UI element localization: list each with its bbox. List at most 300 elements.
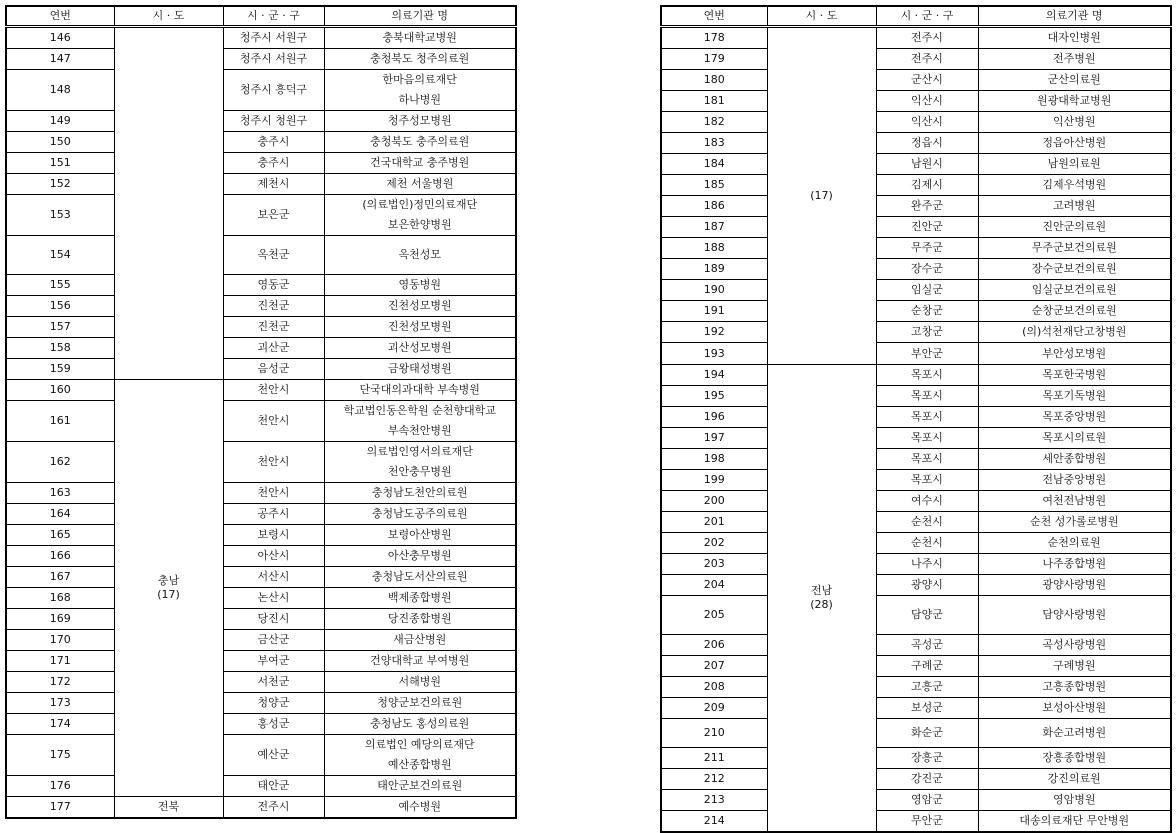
institution-cell (324, 588, 516, 609)
row-number: 185 (661, 175, 767, 196)
district-cell: 목포시 (876, 365, 978, 386)
header-number: 연번 (6, 6, 114, 27)
district-cell: 순창군 (876, 301, 978, 322)
row-number: 182 (661, 112, 767, 133)
district-cell: 청양군 (223, 693, 324, 714)
table-row (6, 651, 516, 672)
institution-name: 순천 성가롤로병원 (1029, 515, 1119, 528)
district-cell: 전주시 (876, 49, 978, 70)
institution-cell (978, 133, 1171, 154)
institution-name: 광양사랑병원 (1042, 578, 1107, 591)
institution-name: 충청남도천안의료원 (371, 486, 468, 499)
institution-cell (978, 748, 1171, 769)
institution-name: 천안충무병원 (387, 465, 452, 478)
institution-name: 세안종합병원 (1042, 452, 1107, 465)
institution-name: 목포기독병원 (1042, 389, 1107, 402)
table-row (661, 386, 1171, 407)
table-row (6, 49, 516, 70)
row-number: 181 (661, 91, 767, 112)
table-row (6, 401, 516, 442)
institution-cell (978, 449, 1171, 470)
district-cell: 예산군 (223, 735, 324, 776)
district-cell: 부여군 (223, 651, 324, 672)
district-cell: 장수군 (876, 259, 978, 280)
table-row (661, 133, 1171, 154)
district-cell: 구례군 (876, 656, 978, 677)
table-row (6, 275, 516, 296)
row-number: 195 (661, 386, 767, 407)
institution-name: 고흥종합병원 (1042, 680, 1107, 693)
institution-name: 건국대학교 충주병원 (370, 156, 470, 169)
row-number: 199 (661, 470, 767, 491)
table-row (6, 630, 516, 651)
table-row (6, 380, 516, 401)
institution-cell (978, 27, 1171, 49)
institution-name: 담양사랑병원 (1042, 608, 1107, 621)
row-number: 150 (6, 132, 114, 153)
table-row (661, 656, 1171, 677)
table-row (661, 217, 1171, 238)
institution-cell (978, 533, 1171, 554)
district-cell: 여수시 (876, 491, 978, 512)
institution-name: 목포한국병원 (1042, 368, 1107, 381)
institution-cell (978, 259, 1171, 280)
district-cell: 완주군 (876, 196, 978, 217)
table-row (661, 27, 1171, 49)
row-number: 152 (6, 174, 114, 195)
district-cell: 영동군 (223, 275, 324, 296)
row-number: 209 (661, 698, 767, 719)
institution-name: 의료법인 예당의료재단 (364, 738, 475, 751)
province-label: (17) (157, 588, 180, 601)
province-label: 전남 (810, 584, 833, 597)
row-number: 147 (6, 49, 114, 70)
institution-cell (324, 630, 516, 651)
institution-cell (978, 386, 1171, 407)
district-cell: 김제시 (876, 175, 978, 196)
district-cell: 보성군 (876, 698, 978, 719)
district-cell: 보은군 (223, 195, 324, 236)
district-cell: 옥천군 (223, 236, 324, 275)
row-number: 196 (661, 407, 767, 428)
institution-name: 전주병원 (1052, 52, 1096, 65)
table-row (6, 735, 516, 776)
institution-name: 충청북도 충주의료원 (370, 135, 470, 148)
institution-cell (978, 811, 1171, 833)
row-number: 180 (661, 70, 767, 91)
table-row (6, 111, 516, 132)
institution-name: 부안성모병원 (1042, 346, 1107, 360)
institution-name: 아산충무병원 (387, 549, 452, 562)
district-cell: 천안시 (223, 380, 324, 401)
district-cell: 천안시 (223, 401, 324, 442)
row-number: 212 (661, 769, 767, 790)
province-label: (17) (810, 189, 833, 202)
row-number: 188 (661, 238, 767, 259)
district-cell: 천안시 (223, 442, 324, 483)
district-cell: 목포시 (876, 428, 978, 449)
institution-cell (978, 112, 1171, 133)
province-label: (28) (810, 598, 833, 611)
district-cell: 전주시 (876, 27, 978, 49)
district-cell: 목포시 (876, 407, 978, 428)
institution-cell (324, 797, 516, 819)
table-header-row (6, 6, 516, 27)
institution-name: 순창군보건의료원 (1031, 304, 1117, 317)
table-row (661, 238, 1171, 259)
table-row (6, 797, 516, 819)
institution-cell (978, 635, 1171, 656)
institution-cell (324, 609, 516, 630)
institution-name: 영동병원 (398, 278, 441, 291)
table-row (661, 596, 1171, 635)
hospital-table-left (5, 5, 517, 819)
table-header-row (661, 6, 1171, 27)
district-cell: 곡성군 (876, 635, 978, 656)
institution-cell (324, 153, 516, 174)
institution-cell (324, 49, 516, 70)
district-cell: 충주시 (223, 132, 324, 153)
district-cell: 장흥군 (876, 748, 978, 769)
district-cell: 청주시 흥덕구 (223, 70, 324, 111)
district-cell: 담양군 (876, 596, 978, 635)
table-row (661, 70, 1171, 91)
institution-name: 고려병원 (1052, 199, 1096, 212)
institution-cell (324, 693, 516, 714)
row-number: 193 (661, 343, 767, 365)
table-row (6, 525, 516, 546)
row-number: 166 (6, 546, 114, 567)
institution-cell (324, 380, 516, 401)
institution-cell (978, 154, 1171, 175)
table-row (661, 259, 1171, 280)
header-number: 연번 (661, 6, 767, 27)
table-row (661, 554, 1171, 575)
row-number: 148 (6, 70, 114, 111)
district-cell: 남원시 (876, 154, 978, 175)
institution-name: 백제종합병원 (387, 591, 452, 604)
row-number: 211 (661, 748, 767, 769)
row-number: 205 (661, 596, 767, 635)
district-cell: 서천군 (223, 672, 324, 693)
row-number: 173 (6, 693, 114, 714)
institution-cell (324, 317, 516, 338)
table-row (661, 112, 1171, 133)
institution-cell (978, 470, 1171, 491)
row-number: 174 (6, 714, 114, 735)
table-row (661, 343, 1171, 365)
institution-cell (324, 296, 516, 317)
institution-name: 무주군보건의료원 (1031, 241, 1117, 254)
district-cell: 음성군 (223, 359, 324, 380)
row-number: 170 (6, 630, 114, 651)
district-cell: 강진군 (876, 769, 978, 790)
province-cell (767, 365, 876, 833)
table-row (661, 811, 1171, 833)
district-cell: 당진시 (223, 609, 324, 630)
district-cell: 익산시 (876, 112, 978, 133)
institution-name: 장수군보건의료원 (1031, 262, 1117, 275)
institution-name: 충청남도공주의료원 (371, 507, 468, 520)
institution-cell (978, 677, 1171, 698)
institution-cell (324, 195, 516, 236)
row-number: 178 (661, 27, 767, 49)
row-number: 154 (6, 236, 114, 275)
institution-cell (324, 483, 516, 504)
table-row (6, 442, 516, 483)
province-cell (114, 27, 223, 380)
table-row (6, 483, 516, 504)
row-number: 200 (661, 491, 767, 512)
row-number: 190 (661, 280, 767, 301)
district-cell: 공주시 (223, 504, 324, 525)
institution-cell (324, 132, 516, 153)
district-cell: 군산시 (876, 70, 978, 91)
table-row (6, 174, 516, 195)
table-row (6, 609, 516, 630)
table-row (661, 512, 1171, 533)
row-number: 189 (661, 259, 767, 280)
institution-name: 진안군의료원 (1042, 220, 1107, 233)
table-row (6, 27, 516, 49)
district-cell: 홍성군 (223, 714, 324, 735)
province-label: 전북 (157, 800, 180, 813)
district-cell: 진안군 (876, 217, 978, 238)
institution-name: 건양대학교 부여병원 (370, 654, 470, 667)
province-label: 충남 (157, 574, 180, 587)
institution-cell (324, 504, 516, 525)
row-number: 201 (661, 512, 767, 533)
institution-name: (의료법인)정민의료재단 (362, 198, 478, 211)
row-number: 194 (661, 365, 767, 386)
institution-name: 청양군보건의료원 (377, 696, 463, 709)
institution-cell (978, 491, 1171, 512)
institution-cell (978, 790, 1171, 811)
institution-name: 괴산성모병원 (387, 341, 452, 354)
institution-cell (978, 719, 1171, 748)
table-row (661, 790, 1171, 811)
institution-name: 원광대학교병원 (1037, 94, 1112, 107)
province-cell (114, 797, 223, 819)
table-row (661, 748, 1171, 769)
institution-cell (978, 575, 1171, 596)
district-cell: 영암군 (876, 790, 978, 811)
table-row (661, 533, 1171, 554)
row-number: 155 (6, 275, 114, 296)
institution-name: 충청북도 청주의료원 (370, 52, 470, 65)
row-number: 191 (661, 301, 767, 322)
row-number: 169 (6, 609, 114, 630)
institution-name: 화순고려병원 (1042, 726, 1107, 739)
institution-cell (324, 70, 516, 111)
district-cell: 진천군 (223, 296, 324, 317)
district-cell: 광양시 (876, 575, 978, 596)
table-row (661, 301, 1171, 322)
district-cell: 목포시 (876, 449, 978, 470)
institution-name: 청주성모병원 (387, 114, 452, 127)
institution-cell (978, 428, 1171, 449)
institution-cell (324, 525, 516, 546)
institution-cell (324, 338, 516, 359)
institution-name: 당진종합병원 (387, 612, 452, 625)
institution-name: 군산의료원 (1047, 73, 1101, 86)
row-number: 159 (6, 359, 114, 380)
institution-cell (978, 407, 1171, 428)
institution-cell (978, 70, 1171, 91)
institution-cell (324, 776, 516, 797)
row-number: 204 (661, 575, 767, 596)
institution-cell (978, 175, 1171, 196)
institution-cell (978, 596, 1171, 635)
table-row (661, 449, 1171, 470)
institution-name: 순천의료원 (1047, 536, 1101, 549)
row-number: 208 (661, 677, 767, 698)
table-row (661, 491, 1171, 512)
institution-name: 금왕태성병원 (387, 362, 452, 375)
row-number: 186 (661, 196, 767, 217)
district-cell: 서산시 (223, 567, 324, 588)
institution-cell (324, 401, 516, 442)
table-row (6, 153, 516, 174)
institution-cell (978, 769, 1171, 790)
district-cell: 고흥군 (876, 677, 978, 698)
row-number: 203 (661, 554, 767, 575)
district-cell: 순천시 (876, 512, 978, 533)
institution-cell (978, 217, 1171, 238)
row-number: 149 (6, 111, 114, 132)
row-number: 167 (6, 567, 114, 588)
row-number: 187 (661, 217, 767, 238)
row-number: 183 (661, 133, 767, 154)
table-row (661, 91, 1171, 112)
institution-cell (978, 698, 1171, 719)
table-row (661, 49, 1171, 70)
institution-name: 목포중앙병원 (1042, 410, 1107, 423)
district-cell: 전주시 (223, 797, 324, 819)
institution-cell (978, 343, 1171, 365)
row-number: 158 (6, 338, 114, 359)
institution-name: 영암병원 (1052, 793, 1096, 806)
table-row (661, 280, 1171, 301)
institution-cell (978, 512, 1171, 533)
institution-name: 구례병원 (1052, 659, 1096, 672)
institution-cell (978, 196, 1171, 217)
institution-name: 보령아산병원 (387, 528, 452, 541)
district-cell: 목포시 (876, 386, 978, 407)
institution-cell (324, 546, 516, 567)
institution-name: 정읍아산병원 (1042, 136, 1107, 149)
institution-name: 나주종합병원 (1042, 557, 1107, 570)
institution-cell (324, 111, 516, 132)
district-cell: 금산군 (223, 630, 324, 651)
table-row (6, 776, 516, 797)
row-number: 161 (6, 401, 114, 442)
table-row (661, 322, 1171, 343)
institution-cell (978, 365, 1171, 386)
institution-name: 익산병원 (1052, 115, 1096, 128)
row-number: 175 (6, 735, 114, 776)
row-number: 192 (661, 322, 767, 343)
institution-name: 제천 서울병원 (386, 177, 454, 190)
table-row (661, 365, 1171, 386)
district-cell: 임실군 (876, 280, 978, 301)
institution-name: 하나병원 (398, 93, 441, 106)
district-cell: 목포시 (876, 470, 978, 491)
institution-name: 전남중앙병원 (1042, 473, 1107, 486)
institution-name: 곡성사랑병원 (1042, 638, 1107, 651)
row-number: 213 (661, 790, 767, 811)
table-row (661, 677, 1171, 698)
row-number: 146 (6, 27, 114, 49)
table-row (661, 196, 1171, 217)
institution-name: 의료법인영서의료재단 (366, 445, 473, 458)
header-province: 시 · 도 (114, 6, 223, 27)
institution-name: 예산종합병원 (387, 758, 452, 771)
row-number: 179 (661, 49, 767, 70)
row-number: 172 (6, 672, 114, 693)
district-cell: 청주시 서원구 (223, 27, 324, 49)
table-row (661, 635, 1171, 656)
institution-name: 대자인병원 (1047, 31, 1101, 44)
row-number: 202 (661, 533, 767, 554)
header-district: 시 · 군 · 구 (876, 6, 978, 27)
table-row (661, 407, 1171, 428)
institution-name: 예수병원 (398, 800, 441, 813)
row-number: 176 (6, 776, 114, 797)
header-district: 시 · 군 · 구 (223, 6, 324, 27)
table-row (6, 567, 516, 588)
institution-name: 남원의료원 (1047, 157, 1101, 170)
district-cell: 청주시 서원구 (223, 49, 324, 70)
institution-cell (324, 275, 516, 296)
row-number: 156 (6, 296, 114, 317)
row-number: 157 (6, 317, 114, 338)
institution-name: 진천성모병원 (387, 320, 452, 333)
institution-cell (324, 567, 516, 588)
row-number: 210 (661, 719, 767, 748)
institution-name: 충청남도서산의료원 (371, 570, 468, 583)
district-cell: 제천시 (223, 174, 324, 195)
hospital-table-right (660, 5, 1172, 833)
header-institution: 의료기관 명 (978, 6, 1171, 27)
row-number: 165 (6, 525, 114, 546)
institution-name: (의)석천재단고창병원 (1022, 325, 1127, 338)
district-cell: 무안군 (876, 811, 978, 833)
table-row (6, 504, 516, 525)
institution-cell (324, 236, 516, 275)
row-number: 151 (6, 153, 114, 174)
table-row (6, 70, 516, 111)
institution-name: 충북대학교병원 (382, 31, 457, 44)
table-row (6, 714, 516, 735)
institution-name: 한마음의료재단 (382, 73, 457, 86)
institution-cell (324, 359, 516, 380)
institution-name: 충청남도 홍성의료원 (370, 717, 470, 730)
institution-name: 대송의료재단 무안병원 (1019, 814, 1130, 827)
district-cell: 태안군 (223, 776, 324, 797)
table-row (661, 154, 1171, 175)
institution-name: 옥천성모 (398, 248, 441, 261)
table-row (6, 296, 516, 317)
table-row (661, 719, 1171, 748)
table-row (6, 236, 516, 275)
row-number: 184 (661, 154, 767, 175)
row-number: 198 (661, 449, 767, 470)
table-row (6, 693, 516, 714)
institution-cell (978, 322, 1171, 343)
institution-name: 김제우석병원 (1042, 178, 1107, 191)
district-cell: 천안시 (223, 483, 324, 504)
